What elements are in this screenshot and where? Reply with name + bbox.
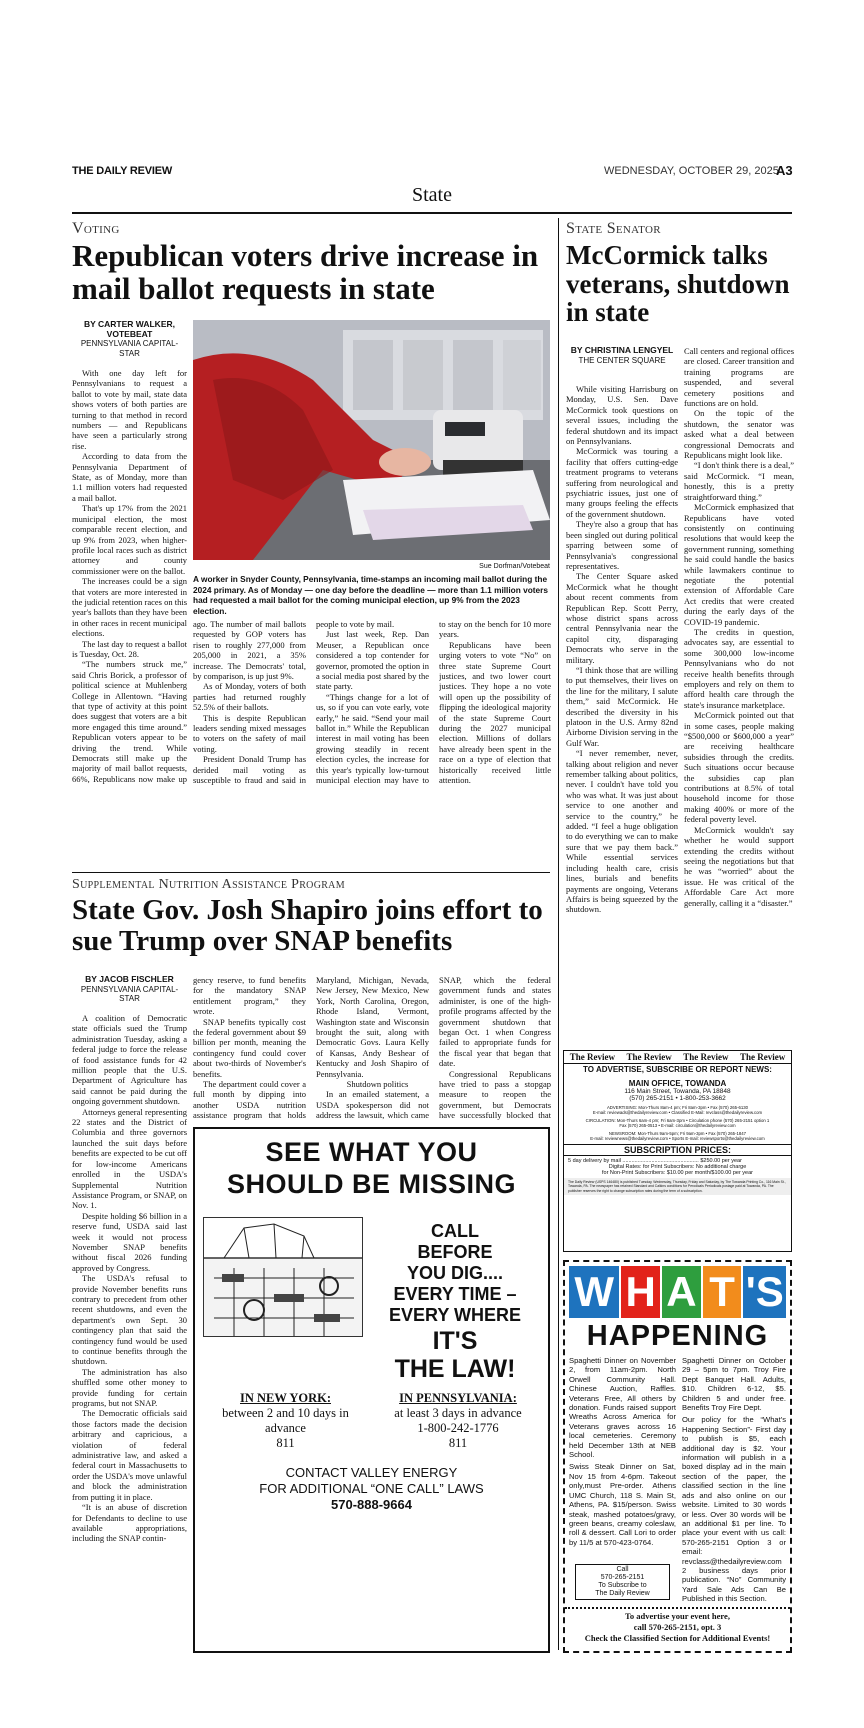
ad-title-1: SEE WHAT YOU bbox=[265, 1137, 478, 1167]
subscription-nonprint: for Non-Print Subscribers: $10.00 per month/$100.00 per year bbox=[601, 1170, 754, 1176]
paragraph: With one day left for Pennsylvanians to request a ballot to vote by mail, state data shows voters of both parties are turning to that method in record numbers — and Republicans have seen a particularly strong rise. bbox=[72, 368, 187, 451]
pa-text: at least 3 days in advance bbox=[394, 1406, 522, 1420]
byline-org: PENNSYLVANIA CAPITAL-STAR bbox=[80, 984, 179, 1003]
paragraph: The USDA's refusal to provide November benefits runs contrary to precedent from other recent shutdowns, and even the department's own Sept. 30 contingency plan that said the contingency fund would be used to continue benefits through the shutdown. bbox=[72, 1273, 187, 1367]
story2-kicker: State Senator bbox=[566, 220, 661, 237]
office-address: 116 Main Street, Towanda, PA 18848 bbox=[624, 1088, 731, 1095]
page-number: A3 bbox=[776, 163, 793, 178]
paragraph: McCormick pointed out that in some cases, people making “$500,000 or $600,000 a year” are receiving healthcare subsidies through the credits. Such situations occur because the subsidies cap plan contributions at 8.5% of total household income for those making 400% or more of the federal poverty level. bbox=[684, 710, 794, 825]
subscribe-callout bbox=[575, 1564, 670, 1600]
story1-photo bbox=[193, 320, 550, 560]
paragraph: McCormick wouldn't say whether he would support extending the credits without seeing the negotiations but that he was “worried” about the issue. He was critical of the Affordable Care Act more generally, calling it a “disaster.” bbox=[684, 824, 794, 908]
paragraph: Call centers and regional offices are closed. Career transition and training programs are suspended, and several cemetery positions and functions are on hold. bbox=[684, 346, 794, 409]
paragraph bbox=[439, 786, 551, 787]
callout-line: Call bbox=[616, 1566, 629, 1573]
ad-contact bbox=[195, 1465, 548, 1513]
circulation-hours: CIRCULATION: Mon-Thurs 6am-4 pm; Fri 6am-3pm • Circulation phone (570) 265-2151 option 1 bbox=[585, 1118, 770, 1123]
paragraph: This is despite Republican leaders sending mixed messages to voters on the safety of mail voting. bbox=[193, 712, 306, 754]
whats-left-column bbox=[569, 1356, 676, 1547]
subscription-digital: Digital Rates: for Print Subscribers: No additional charge bbox=[608, 1164, 747, 1170]
ad-line: EVERY TIME – bbox=[393, 1284, 517, 1304]
ad-message bbox=[370, 1221, 540, 1326]
paragraph: The Democratic officials said those factors made the decision arbitrary and capricious, a violation of federal administrative law, and asked a federal court in Massachusetts to order the USDA's move unlawful and block the administration from putting it in place. bbox=[72, 1408, 187, 1502]
paragraph: On the topic of the shutdown, the senator was asked what a deal between congressional Democrats and Republicans might look like. bbox=[684, 408, 794, 461]
photo-caption: A worker in Snyder County, Pennsylvania, time-stamps an incoming mail ballot during the 2024 primary. As of Monday — one day before the deadline — more than 1.1 million voters had requested a mail ballot for the coming municipal election, up 9% from the 2023 election. bbox=[193, 574, 549, 616]
letter-tile: 'S bbox=[743, 1266, 786, 1318]
callout-line: The Daily Review bbox=[595, 1590, 650, 1597]
story3-column-4 bbox=[439, 975, 551, 1120]
whats-subtitle: HAPPENING bbox=[586, 1320, 769, 1352]
contact-phone: 570-888-9664 bbox=[331, 1497, 412, 1512]
contact-line: FOR ADDITIONAL “ONE CALL” LAWS bbox=[259, 1481, 484, 1496]
callout-line: To Subscribe to bbox=[598, 1582, 647, 1589]
paragraph: According to data from the Pennsylvania Department of State, as of Monday, more than 1.1 million voters had requested a mail ballot. bbox=[72, 451, 187, 503]
service-title: TO ADVERTISE, SUBSCRIBE OR REPORT NEWS: bbox=[583, 1065, 772, 1074]
pa-number: 811 bbox=[448, 1436, 468, 1450]
paragraph: As of Monday, voters of both parties had returned roughly 52.5% of their ballots. bbox=[193, 681, 306, 713]
paragraph: The Center Square asked McCormick what he thought about recent comments from Republican Rep. Scott Perry, whose district spans across central Pennsylvania near the capitol city, disparaging Democrats who serve in the military. bbox=[566, 571, 678, 665]
construction-illustration bbox=[203, 1217, 363, 1337]
story3-column-1 bbox=[72, 1013, 187, 1643]
letter-tile: T bbox=[703, 1266, 742, 1318]
paragraph: McCormick was touring a facility that offers cutting-edge treatment programs to veterans suffering from neurological and psychiatric issues, just one of many groups feeling the effects of the government shutdown. bbox=[566, 446, 678, 519]
whats-right-column bbox=[682, 1356, 786, 1604]
paragraph: Congressional Republicans have tried to pass a stopgap measure to reopen the government, but Democrats have successfully blocked that bbox=[439, 1068, 551, 1120]
paragraph: “I never remember, never, talking about religion and never remember talking about politics, never. I couldn't have told you who was what. It was just about service to one another and service to the country,” he added. “I feel a huge obligation to do everything we can to make sure that we pay them back.” While essential services including health care, crisis lines, burials and benefits payments are ongoing, Veterans Affairs is being squeezed by the shutdown. bbox=[566, 748, 678, 915]
paragraph: The increases could be a sign that voters are more interested in the judicial retention races on this year's ballots than they have been in other races in recent municipal elections. bbox=[72, 576, 187, 639]
office-name: MAIN OFFICE, TOWANDA bbox=[628, 1079, 727, 1088]
event-item: Spaghetti Dinner on November 2, from 11am-2pm. North Orwell Community Hall. Chinese Auction, Raffles. Veterans Free, All others by donation. Funds raised support Wreaths Across America for Veterans graves across 16 local cemeteries. Ceremony held December 13th at NEB School. bbox=[569, 1356, 676, 1460]
policy-text: Our policy for the “What's Happening Section”- First day to publish is $5, each additional day is $2. Your information will publish in a boxed display ad in the main section of the paper, the classified section in the line ads and also online on our website. Limited to 30 words or less. Over 30 words will be an additional $1 per line. To place your event with us call: 570-265-2151 Option 3 or email: revclass@thedailyreview.com 2 business days prior publication. “No” Community Yard Sale Ads Can Be Published in this Section. bbox=[682, 1415, 786, 1604]
story1-column-3 bbox=[316, 619, 429, 786]
paragraph: That's up 17% from the 2021 municipal election, the most comparable recent election, and up 9% from 2023, when higher-profile local races such as district attorney and county commissioner were on the ballot. bbox=[72, 503, 187, 576]
pa-label: IN PENNSYLVANIA: bbox=[399, 1391, 517, 1405]
callout-line: 570-265-2151 bbox=[600, 1574, 645, 1581]
ad-line: YOU DIG.... bbox=[406, 1263, 503, 1283]
letter-tile: H bbox=[621, 1266, 660, 1318]
review-logo: The Review bbox=[626, 1052, 672, 1062]
footer-line: call 570-265-2151, opt. 3 bbox=[633, 1622, 722, 1632]
ny-label: IN NEW YORK: bbox=[240, 1391, 331, 1405]
whats-happening-box bbox=[563, 1260, 792, 1653]
story1-column-2 bbox=[193, 619, 306, 786]
story3-byline bbox=[72, 975, 187, 1004]
paragraph: “The numbers struck me,” said Chris Borick, a professor of political science at Muhlenberg College in Allentown. “Having that type of activity at this point does suggest that voters are a bit more engaged this time around.” Republican voters appear to be driving the trend. While Democrats still make up the majority of mail ballot requests, 66%, Republicans now make up bbox=[72, 659, 187, 784]
issue-date: WEDNESDAY, OCTOBER 29, 2025 bbox=[604, 165, 779, 177]
publisher-notice: The Daily Review (USPS 146480) is published Tuesday, Wednesday, Thursday, Friday and Saturday, by The Towanda Printing Co., 116 Main St., Towanda, PA. The newspaper has retained Standard and Calkins conditions for Perodicals Periodicals postage paid at Towanda, PA. The publisher reserves the right to change subscription rates during the term of a subscription. bbox=[564, 1178, 791, 1195]
event-item: Spaghetti Dinner on October 29 – 5pm to 7pm. Troy Fire Dept Banquet Hall. Adults, $10. Children 6-12, $5. Children 5 and under free. Benefits Troy Fire Dept. bbox=[682, 1356, 786, 1413]
story2-column-1 bbox=[566, 384, 678, 1046]
office-phones: (570) 265-2151 • 1-800-253-3662 bbox=[629, 1095, 726, 1102]
paragraph: SNAP, which the federal government funds and states administer, is one of the high-profile programs affected by the government shutdown that began Oct. 1 when Congress failed to appropriate funds for the fiscal year that began that date. bbox=[439, 975, 551, 1069]
story2-byline bbox=[566, 346, 678, 365]
ad-pennsylvania bbox=[373, 1391, 543, 1451]
paragraph: Maryland, Michigan, Nevada, New Jersey, New Mexico, New York, North Carolina, Oregon, Rhode Island, Vermont, Washington state and Wisconsin brought the suit, along with Democratic Govs. Laura Kelly of Kansas, Andy Beshear of Kentucky and Josh Shapiro of Pennsylvania. bbox=[316, 975, 429, 1079]
story3-column-2 bbox=[193, 975, 306, 1120]
pa-phone: 1-800-242-1776 bbox=[417, 1421, 499, 1435]
service-box bbox=[563, 1050, 792, 1252]
column-divider bbox=[558, 218, 559, 1650]
paragraph: Just last week, Rep. Dan Meuser, a Republican once considered a top contender for governor, promoted the option in a social media post shared by the state party. bbox=[316, 629, 429, 692]
paragraph: gency reserve, to fund benefits for the mandatory SNAP entitlement program,” they wrote. bbox=[193, 975, 306, 1017]
paragraph: The last day to request a ballot is Tuesday, Oct. 28. bbox=[72, 638, 187, 659]
story3-column-3 bbox=[316, 975, 429, 1120]
ny-text: between 2 and 10 days in advance bbox=[222, 1406, 349, 1435]
paragraph: President Donald Trump has derided mail voting as susceptible to fraud and said in bbox=[193, 754, 306, 786]
story2-column-2 bbox=[684, 346, 794, 1046]
paragraph: The credits in question, advocates say, are essential to some 300,000 low-income Pennsylvanians who do not receive health benefits through employers and rely on them to afford health care through the state's insurance marketplace. bbox=[684, 626, 794, 710]
event-item: Swiss Steak Dinner on Sat, Nov 15 from 4-6pm. Takeout only,must Pre-order. Athens UMC Church, 118 S. Main St, Athens, PA. $15/person. Swiss steak, mashed potatoes/gravy, green beans, creamy coleslaw, roll & dessert. Call Lori to order by 11/5 at 570-423-0764. bbox=[569, 1462, 676, 1547]
advertising-hours: ADVERTISING: Mon-Thurs 8am-4 pm; Fri 8am-3pm • Fax (570) 265-6130 bbox=[606, 1105, 749, 1110]
service-logos bbox=[564, 1051, 791, 1064]
ad-new-york bbox=[203, 1391, 368, 1451]
ad-line: THE LAW! bbox=[394, 1355, 516, 1383]
subscription-mail: 5 day delivery by mail .................................................. $250.00 per year bbox=[568, 1158, 742, 1164]
advertising-email: E-mail: reviewads@thedailyreview.com • Classified E-Mail: revclass@thedailyreview.com bbox=[592, 1110, 763, 1115]
whats-footer bbox=[565, 1607, 790, 1644]
paragraph: “I don't think there is a deal,” said McCormick. “I mean, honestly, this is a pretty straightforward thing.” bbox=[684, 460, 794, 502]
ad-line: CALL bbox=[431, 1221, 479, 1241]
subscription-title: SUBSCRIPTION PRICES: bbox=[564, 1144, 791, 1156]
ad-line: BEFORE bbox=[417, 1242, 493, 1262]
byline-name: BY JACOB FISCHLER bbox=[85, 974, 174, 984]
letter-tile: W bbox=[569, 1266, 619, 1318]
review-logo: The Review bbox=[569, 1052, 615, 1062]
story1-kicker: Voting bbox=[72, 220, 120, 237]
review-logo: The Review bbox=[683, 1052, 729, 1062]
ad-line: EVERY WHERE bbox=[388, 1305, 522, 1325]
ad-line: IT'S bbox=[432, 1327, 478, 1355]
paragraph: to stay on the bench for 10 more years. bbox=[439, 619, 551, 640]
subhead: Shutdown politics bbox=[346, 1079, 409, 1090]
contact-line: CONTACT VALLEY ENERGY bbox=[285, 1465, 458, 1480]
ad-law bbox=[370, 1327, 540, 1383]
circulation-fax: Fax (570) 265-0513 • E-mail: circulation@thedailyreview.com bbox=[619, 1123, 736, 1128]
paragraph: McCormick emphasized that Republicans have voted consistently on continuing resolutions that would keep the government running, something he said could handle the basics while lawmakers continue to negotiate the potential extension of Affordable Care Act credits that were created during the early days of the COVID-19 pandemic. bbox=[684, 502, 794, 627]
whats-letters bbox=[569, 1266, 786, 1318]
story3-headline: State Gov. Josh Shapiro joins effort to sue Trump over SNAP benefits bbox=[72, 894, 543, 957]
paragraph: ago. The number of mail ballots requested by GOP voters has risen to roughly 277,000 from 205,000 in 2021, a 35% increase. The Democrats' total, by comparison, is up just 9%. bbox=[193, 619, 306, 682]
story1-byline bbox=[72, 320, 187, 358]
paragraph: The department could cover a full month by dipping into another USDA nutrition assistance program that holds bbox=[193, 1079, 306, 1120]
ny-number: 811 bbox=[276, 1436, 295, 1450]
story1-headline: Republican voters drive increase in mail ballot requests in state bbox=[72, 238, 539, 306]
byline-org: PENNSYLVANIA CAPITAL-STAR bbox=[80, 339, 179, 358]
paragraph: Attorneys general representing 22 states and the District of Columbia and three governors launched the suit days before benefits are expected to be cut off for low-income Americans enrolled in the USDA's Supplemental Nutrition Assistance Program, or SNAP, on Nov. 1. bbox=[72, 1106, 187, 1211]
byline-name: BY CHRISTINA LENGYEL bbox=[570, 345, 674, 355]
story1-column-4 bbox=[439, 619, 551, 786]
letter-tile: A bbox=[662, 1266, 701, 1318]
section-title: State bbox=[412, 184, 452, 206]
story2-headline: McCormick talks veterans, shutdown in state bbox=[566, 240, 790, 328]
paragraph: Despite holding $6 billion in a reserve fund, USDA said last week it would not process November SNAP benefits without fiscal 2026 funding approved by Congress. bbox=[72, 1210, 187, 1273]
paragraph: “It is an abuse of discretion for Defendants to decline to use available appropriations, including the SNAP contin- bbox=[72, 1502, 187, 1544]
paragraph: people to vote by mail. bbox=[316, 619, 395, 629]
masthead-rule bbox=[72, 212, 792, 214]
byline-org: THE CENTER SQUARE bbox=[578, 355, 666, 365]
footer-line: Check the Classified Section for Additional Events! bbox=[584, 1633, 771, 1643]
ad-title-2: SHOULD BE MISSING bbox=[226, 1169, 517, 1199]
paragraph: They're also a group that has been singled out during political sparring between some of Pennsylvania's congressional representatives. bbox=[566, 519, 678, 571]
paragraph: In an emailed statement, a USDA spokesperson did not address the lawsuit, which came bbox=[316, 1089, 429, 1120]
paper-name: THE DAILY REVIEW bbox=[72, 165, 173, 177]
story1-column-1 bbox=[72, 368, 187, 786]
paragraph: The administration has also shuffled some other money to provide funding for certain programs, but not SNAP. bbox=[72, 1366, 187, 1409]
paragraph: “Things change for a lot of us, so if you can vote early, vote early,” he said. “Send your mail ballot in.” While the Republican interest in mail voting has been growing steadily in recent election cycles, the increase for this year's typically low-turnout municipal election may have to bbox=[316, 691, 429, 786]
paragraph: A coalition of Democratic state officials sued the Trump administration Tuesday, asking a federal judge to force the release of food assistance funds for 42 million people that the U.S. Department of Agriculture has said cannot be paid during the ongoing government shutdown. bbox=[72, 1013, 187, 1107]
paragraph: SNAP benefits typically cost the federal government about $9 billion per month, meaning the contingency fund could cover about two-thirds of November's benefits. bbox=[193, 1016, 306, 1079]
paragraph: “I think those that are willing to put themselves, their lives on the line for the military, I salute them,” said McCormick. He described the diversity in his platoon in the U.S. Army 82nd Airborne Division serving in the Gulf War. bbox=[566, 664, 678, 748]
review-logo: The Review bbox=[740, 1052, 786, 1062]
photo-credit: Sue Dorfman/Votebeat bbox=[479, 563, 550, 570]
newsroom-hours: NEWSROOM: Mon-Thurs 9am-5pm; Fri 9am-3pm • Fax (570) 265-1847 bbox=[608, 1131, 747, 1136]
newsroom-email: E-mail: reviewnews@thedailyreview.com • Sports E-mail: reviewsports@thedailyreview.com bbox=[590, 1136, 765, 1141]
paragraph: Republicans have been urging voters to vote “No” on three state Supreme Court justices, and two lower court justices. They hope a no vote will open up the possibility of flipping the ideological majority of the state Supreme Court during the 2027 municipal election. Millions of dollars have already been spent in the race on a type of election that historically received little attention. bbox=[439, 639, 551, 786]
call-before-dig-ad bbox=[193, 1127, 550, 1653]
ballot-stamping-photo bbox=[193, 320, 550, 560]
story3-kicker: Supplemental Nutrition Assistance Program bbox=[72, 877, 345, 892]
story-divider bbox=[72, 872, 550, 873]
footer-line: To advertise your event here, bbox=[625, 1611, 730, 1621]
paragraph: While visiting Harrisburg on Monday, U.S. Sen. Dave McCormick took questions on several issues, including the federal shutdown and its impact on Pennsylvanians. bbox=[566, 384, 678, 447]
byline-name: BY CARTER WALKER, VOTEBEAT bbox=[84, 319, 175, 339]
